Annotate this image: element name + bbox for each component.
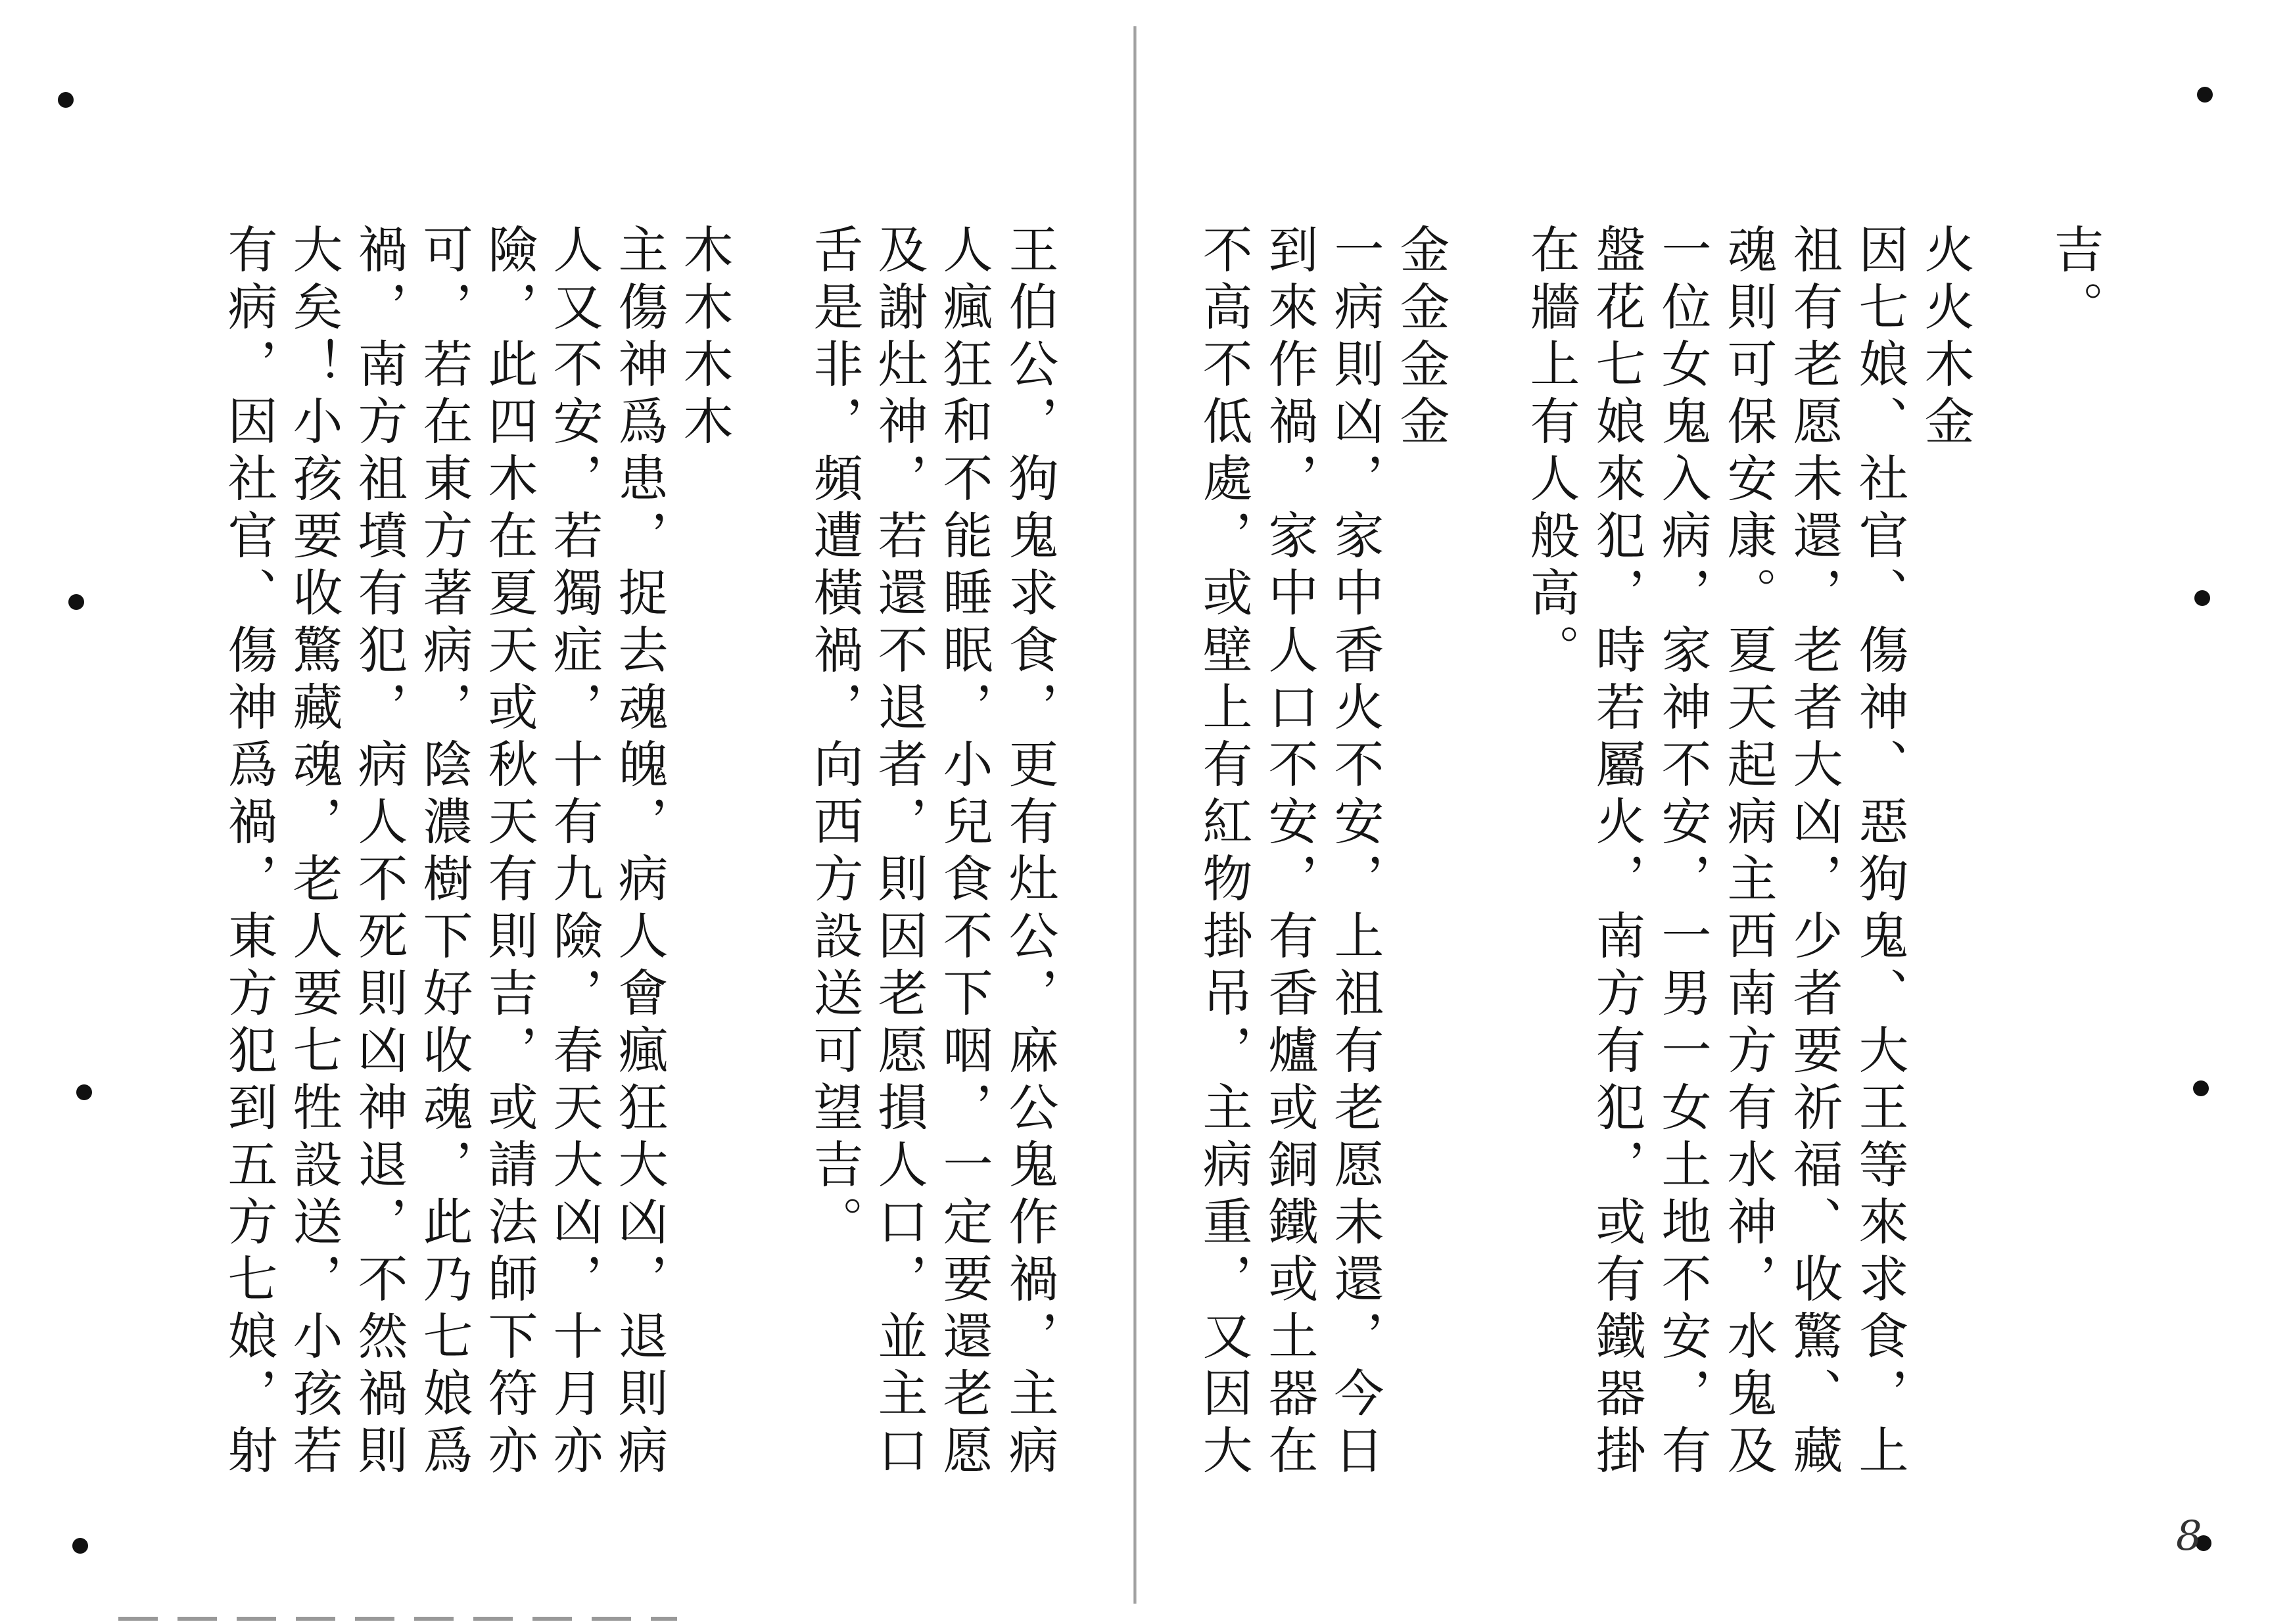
text-column: 魂則可保安康。夏天起病主西南方有水神，水鬼及 bbox=[1719, 223, 1778, 1481]
text-column: 在牆上有人般高。 bbox=[1522, 223, 1580, 681]
right-page bbox=[1137, 0, 2291, 1624]
text-column: 不高不低處，或壁上有紅物掛吊，主病重，又因大 bbox=[1194, 223, 1253, 1481]
scan-edge-mark bbox=[118, 1617, 677, 1621]
text-column: 可，若在東方著病，陰濃樹下好收魂，此乃七娘爲 bbox=[415, 223, 473, 1481]
text-column: 人瘋狂和不能睡眠，小兒食不下咽，一定要還老愿 bbox=[935, 223, 993, 1481]
text-column: 因七娘、社官、傷神、惡狗鬼、大王等來求食，上 bbox=[1851, 223, 1909, 1481]
book-spine bbox=[1133, 26, 1137, 1604]
binding-hole-icon bbox=[2197, 87, 2213, 103]
binding-hole-icon bbox=[2194, 590, 2210, 606]
text-column: 一病則凶，家中香火不安，上祖有老愿未還，今日 bbox=[1326, 223, 1384, 1481]
binding-hole-icon bbox=[72, 1538, 88, 1554]
text-column: 吉。 bbox=[2046, 223, 2104, 338]
text-column: 盤花七娘來犯，時若屬火，南方有犯，或有鐵器掛 bbox=[1588, 223, 1646, 1481]
text-column: 到來作禍，家中人口不安，有香爐或銅鐵或土器在 bbox=[1260, 223, 1319, 1481]
section-heading: 金金金金 bbox=[1392, 223, 1450, 452]
text-column: 主傷神爲患，捉去魂魄，病人會瘋狂大凶，退則病 bbox=[610, 223, 669, 1481]
text-column: 大矣！小孩要收驚藏魂，老人要七牲設送，小孩若 bbox=[285, 223, 343, 1481]
binding-hole-icon bbox=[68, 594, 84, 610]
binding-hole-icon bbox=[76, 1084, 92, 1100]
text-column: 祖有老愿未還，老者大凶，少者要祈福、收驚、藏 bbox=[1785, 223, 1843, 1481]
section-heading: 火火木金 bbox=[1916, 223, 1975, 452]
binding-hole-icon bbox=[2193, 1080, 2209, 1096]
text-column: 一位女鬼入病，家神不安，一男一女土地不安，有 bbox=[1653, 223, 1712, 1481]
text-column: 人又不安，若獨症，十有九險，春天大凶，十月亦 bbox=[545, 223, 603, 1481]
binding-hole-icon bbox=[58, 92, 74, 108]
text-column: 王伯公，狗鬼求食，更有灶公，麻公鬼作禍，主病 bbox=[1001, 223, 1059, 1481]
section-heading: 木木木木 bbox=[675, 223, 734, 452]
text-column: 險，此四木在夏天或秋天有則吉，或請法師下符亦 bbox=[480, 223, 538, 1481]
text-column: 禍，南方祖墳有犯，病人不死則凶神退，不然禍則 bbox=[350, 223, 408, 1481]
left-page bbox=[0, 0, 1137, 1624]
text-column: 舌是非，頻遭橫禍，向西方設送可望吉。 bbox=[805, 223, 864, 1253]
page-number: 8 bbox=[2176, 1512, 2202, 1560]
text-column: 有病，因社官、傷神爲禍，東方犯到五方七娘，射 bbox=[220, 223, 278, 1481]
text-column: 及謝灶神，若還不退者，則因老愿損人口，並主口 bbox=[870, 223, 928, 1481]
